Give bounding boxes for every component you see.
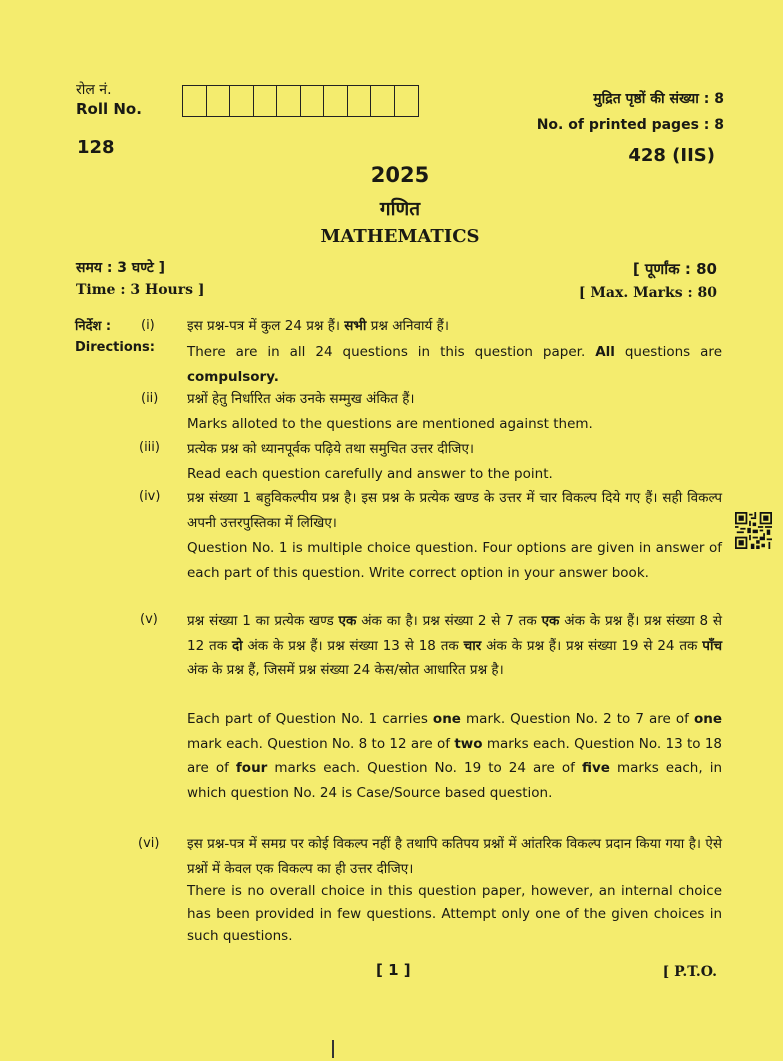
direction-text-hindi: प्रश्नों हेतु निर्धारित अंक उनके सम्मुख अंकित हैं। <box>187 391 415 407</box>
bold-text: पाँच <box>702 637 723 654</box>
please-turn-over: [ P.T.O. <box>662 964 717 980</box>
max-marks-hindi: [ पूर्णांक : 80 <box>632 260 717 278</box>
direction-number: (i) <box>141 318 155 333</box>
scan-mark <box>332 1040 334 1058</box>
direction-text: Question No. 1 is multiple choice question. Four options are given in answer of each part of this question. Write correct option in your answer book. <box>187 540 722 581</box>
text-span: marks each. Question No. 13 to 18 are of <box>187 735 722 776</box>
roll-box[interactable] <box>277 86 301 116</box>
bold-text: एक <box>541 613 560 629</box>
direction-number: (ii) <box>141 391 159 406</box>
direction-text: There is no overall choice in this question paper, however, an internal choice has been provided in few questions. Attempt only one of the given choices in such questions. <box>187 883 722 944</box>
direction-number: (v) <box>140 612 158 627</box>
time-allowed: Time : 3 Hours ] <box>76 282 205 298</box>
text-span: marks each. Question No. 19 to 24 are of <box>267 760 582 776</box>
page-number: [ 1 ] <box>376 961 411 979</box>
bold-text: All <box>595 344 615 360</box>
roll-no-label: Roll No. <box>76 100 142 118</box>
printed-pages: No. of printed pages : 8 <box>536 117 724 133</box>
roll-box[interactable] <box>254 86 278 116</box>
bold-text: compulsory. <box>187 368 279 385</box>
max-marks: [ Max. Marks : 80 <box>578 285 717 301</box>
printed-pages-hindi: मुद्रित पृष्ठों की संख्या : 8 <box>593 91 724 107</box>
direction-text-hindi: प्रत्येक प्रश्न को ध्यानपूर्वक पढ़िये तथा समुचित उत्तर दीजिए। <box>187 441 475 457</box>
direction-text-hindi <box>187 314 722 339</box>
bold-text: one <box>432 711 461 727</box>
text-span: questions are <box>614 344 722 360</box>
text-span: Each part of Question No. 1 carries <box>187 711 433 727</box>
roll-no-label-hindi: रोल नं. <box>76 82 112 98</box>
roll-box[interactable] <box>230 86 254 116</box>
text-span: There are in all 24 questions in this question paper. <box>187 344 596 360</box>
direction-text: Marks alloted to the questions are mentioned against them. <box>187 416 593 432</box>
text-span: प्रश्न संख्या 1 का प्रत्येक खण्ड <box>187 613 339 629</box>
qr-code-icon <box>735 512 772 549</box>
direction-text <box>187 340 722 389</box>
direction-text: Read each question carefully and answer to the point. <box>187 466 553 482</box>
time-hindi: समय : 3 घण्टे ] <box>76 260 166 276</box>
roll-box[interactable] <box>301 86 325 116</box>
roll-box[interactable] <box>348 86 372 116</box>
paper-code: 428 (IIS) <box>628 145 715 166</box>
roll-box[interactable] <box>207 86 231 116</box>
bold-text: four <box>235 760 268 776</box>
text-span: marks each, in which question No. 24 is Case/Source based question. <box>187 760 722 801</box>
bold-text: one <box>693 711 722 727</box>
text-span: अंक का है। प्रश्न संख्या 2 से 7 तक <box>356 613 542 629</box>
directions-label: Directions: <box>75 340 155 355</box>
direction-number: (vi) <box>138 836 160 851</box>
directions-label-hindi: निर्देश : <box>75 319 112 334</box>
direction-text-hindi: इस प्रश्न-पत्र में समग्र पर कोई विकल्प नहीं है तथापि कतिपय प्रश्नों में आंतरिक विकल्प प्रदान किया गया है। ऐसे प्रश्नों में केवल एक विकल्प का ही उत्तर दीजिए। <box>187 836 722 877</box>
roll-no-boxes[interactable] <box>182 85 419 117</box>
text-span: अंक के प्रश्न हैं। प्रश्न संख्या 13 से 18 तक <box>242 637 464 654</box>
exam-year: 2025 <box>370 163 430 187</box>
text-span: mark. Question No. 2 to 7 are of <box>460 711 694 727</box>
text-span: प्रश्न अनिवार्य हैं। <box>366 318 449 334</box>
subject-title: MATHEMATICS <box>320 226 480 247</box>
roll-box[interactable] <box>395 86 419 116</box>
text-span: अंक के प्रश्न हैं, जिसमें प्रश्न संख्या 24 केस/स्रोत आधारित प्रश्न है। <box>187 662 504 678</box>
roll-box[interactable] <box>183 86 207 116</box>
direction-text <box>187 707 722 805</box>
bold-text: दो <box>231 637 243 654</box>
text-span: इस प्रश्न-पत्र में कुल 24 प्रश्न हैं। <box>187 318 345 334</box>
paper-serial-code: 128 <box>77 137 115 158</box>
roll-box[interactable] <box>371 86 395 116</box>
text-span: अंक के प्रश्न हैं। प्रश्न संख्या 8 से 12 तक <box>187 613 722 654</box>
direction-text-hindi: प्रश्न संख्या 1 बहुविकल्पीय प्रश्न है। इस प्रश्न के प्रत्येक खण्ड के उत्तर में चार विकल्प दिये गए हैं। सही विकल्प अपनी उत्तरपुस्तिका में लिखिए। <box>187 490 722 531</box>
bold-text: सभी <box>344 318 367 334</box>
bold-text: five <box>581 760 610 776</box>
bold-text: चार <box>463 637 482 654</box>
bold-text: एक <box>338 613 357 629</box>
direction-number: (iii) <box>139 440 160 455</box>
roll-box[interactable] <box>324 86 348 116</box>
text-span: mark each. Question No. 8 to 12 are of <box>187 735 455 752</box>
bold-text: two <box>454 735 483 752</box>
direction-text-hindi <box>187 609 722 683</box>
text-span: अंक के प्रश्न हैं। प्रश्न संख्या 19 से 24 तक <box>481 637 703 654</box>
subject-title-hindi: गणित <box>379 198 421 220</box>
direction-number: (iv) <box>139 489 161 504</box>
